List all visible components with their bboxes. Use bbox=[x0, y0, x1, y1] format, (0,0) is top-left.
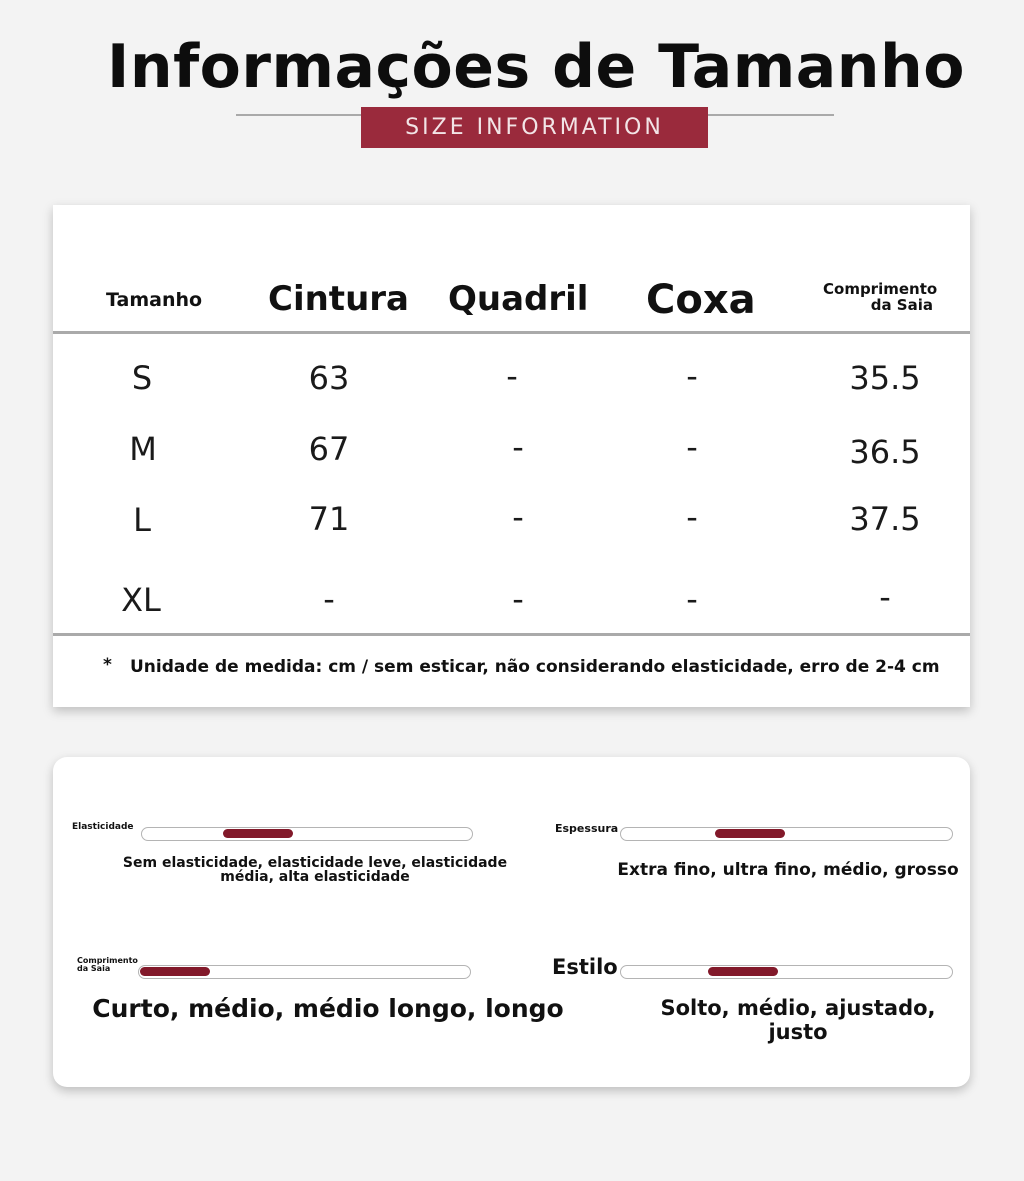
elasticity-label: Elasticidade bbox=[72, 822, 134, 832]
note-text: Unidade de medida: cm / sem esticar, não considerando elasticidade, erro de 2-4 cm bbox=[130, 657, 940, 677]
table-cell-waist: 67 bbox=[308, 430, 350, 468]
title-divider-left bbox=[236, 114, 361, 116]
thickness-label: Espessura bbox=[555, 822, 619, 835]
note-asterisk: * bbox=[103, 655, 112, 675]
table-cell-waist: 71 bbox=[308, 500, 350, 538]
title-divider-right bbox=[708, 114, 834, 116]
table-cell-hip: - bbox=[506, 357, 518, 395]
style-slider-fill bbox=[708, 967, 778, 976]
table-cell-thigh: - bbox=[686, 357, 698, 395]
thickness-slider-fill bbox=[715, 829, 785, 838]
table-cell-waist: - bbox=[323, 580, 335, 618]
table-bottom-divider bbox=[53, 633, 970, 636]
table-cell-length: 37.5 bbox=[849, 500, 921, 538]
skirt-length-label-line1: Comprimento bbox=[77, 956, 138, 965]
table-cell-size: S bbox=[131, 359, 153, 397]
table-cell-size: M bbox=[129, 430, 157, 468]
skirt-length-options: Curto, médio, médio longo, longo bbox=[92, 994, 564, 1023]
elasticity-slider-fill bbox=[223, 829, 293, 838]
size-information-banner: SIZE INFORMATION bbox=[361, 107, 708, 148]
column-header-thigh: Coxa bbox=[646, 277, 756, 323]
skirt-length-slider-fill bbox=[140, 967, 210, 976]
column-header-waist: Cintura bbox=[268, 279, 409, 319]
table-cell-thigh: - bbox=[686, 428, 698, 466]
table-cell-length: - bbox=[879, 578, 891, 616]
skirt-length-slider bbox=[138, 965, 471, 979]
header-divider bbox=[53, 331, 970, 334]
table-cell-waist: 63 bbox=[308, 359, 350, 397]
table-cell-length: 35.5 bbox=[849, 359, 921, 397]
table-cell-length: 36.5 bbox=[849, 433, 921, 471]
style-options: Solto, médio, ajustado, justo bbox=[660, 996, 936, 1044]
table-cell-size: XL bbox=[121, 581, 161, 619]
skirt-length-label bbox=[77, 957, 138, 973]
table-cell-hip: - bbox=[512, 580, 524, 618]
table-cell-hip: - bbox=[512, 498, 524, 536]
column-header-hip: Quadril bbox=[448, 279, 589, 319]
column-header-skirt-length bbox=[823, 280, 938, 314]
style-slider bbox=[620, 965, 953, 979]
elasticity-options: Sem elasticidade, elasticidade leve, elasticidade média, alta elasticidade bbox=[122, 855, 508, 885]
elasticity-slider bbox=[141, 827, 473, 841]
size-table-card bbox=[53, 205, 970, 707]
page-title: Informações de Tamanho bbox=[107, 32, 965, 102]
table-cell-size: L bbox=[133, 501, 151, 539]
product-details-card bbox=[53, 757, 970, 1087]
table-cell-thigh: - bbox=[686, 498, 698, 536]
skirt-length-label-line2: da Saia bbox=[77, 964, 111, 973]
thickness-options: Extra fino, ultra fino, médio, grosso bbox=[617, 860, 959, 880]
table-cell-hip: - bbox=[512, 428, 524, 466]
thickness-slider bbox=[620, 827, 953, 841]
table-cell-thigh: - bbox=[686, 580, 698, 618]
column-header-size: Tamanho bbox=[106, 289, 203, 311]
column-header-skirt-length-line1: Comprimento bbox=[823, 280, 938, 298]
column-header-skirt-length-line2: da Saia bbox=[870, 296, 933, 314]
style-label: Estilo bbox=[552, 955, 618, 979]
